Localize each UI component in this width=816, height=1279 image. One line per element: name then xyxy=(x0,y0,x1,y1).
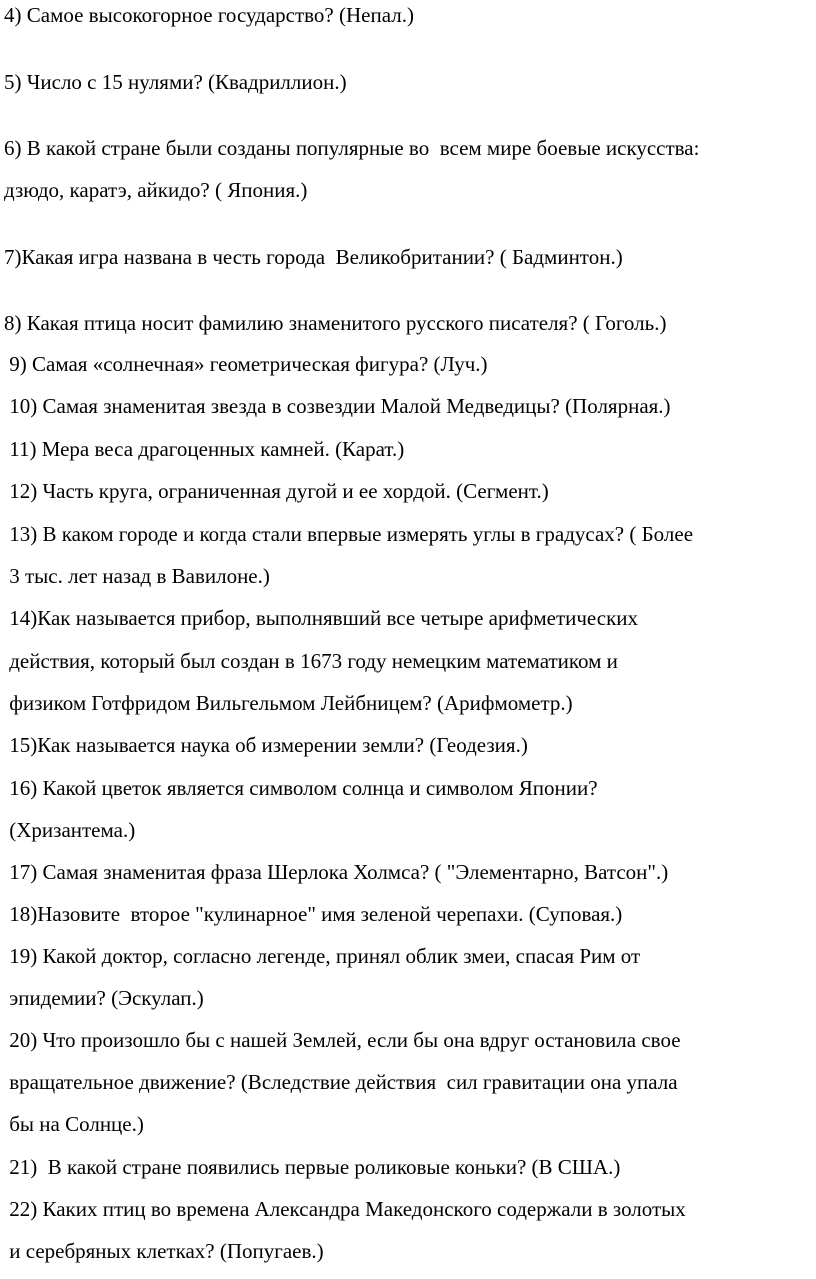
question-20-line-1: 20) Что произошло бы с нашей Землей, если бы она вдруг остановила свое xyxy=(4,1028,681,1052)
question-18: 18)Назовите второе "кулинарное" имя зеленой черепахи. (Суповая.) xyxy=(4,902,623,926)
question-11: 11) Мера веса драгоценных камней. (Карат.) xyxy=(4,437,405,461)
question-22-line-2: и серебряных клетках? (Попугаев.) xyxy=(4,1239,324,1263)
question-13-line-2: 3 тыс. лет назад в Вавилоне.) xyxy=(4,564,270,588)
question-8: 8) Какая птица носит фамилию знаменитого русского писателя? ( Гоголь.) xyxy=(4,311,667,335)
question-19-line-2: эпидемии? (Эскулап.) xyxy=(4,986,204,1010)
question-16-line-2: (Хризантема.) xyxy=(4,818,136,842)
question-16-line-1: 16) Какой цветок является символом солнца и символом Японии? xyxy=(4,776,598,800)
question-6-line-2: дзюдо, каратэ, айкидо? ( Япония.) xyxy=(4,178,308,202)
question-17: 17) Самая знаменитая фраза Шерлока Холмса? ( "Элементарно, Ватсон".) xyxy=(4,860,669,884)
question-22-line-1: 22) Каких птиц во времена Александра Македонского содержали в золотых xyxy=(4,1197,686,1221)
question-9: 9) Самая «солнечная» геометрическая фигура? (Луч.) xyxy=(4,352,488,376)
question-20-line-2: вращательное движение? (Вследствие действия сил гравитации она упала xyxy=(4,1070,678,1094)
question-6-line-1: 6) В какой стране были созданы популярные во всем мире боевые искусства: xyxy=(4,136,700,160)
question-14-line-2: действия, который был создан в 1673 году немецким математиком и xyxy=(4,649,618,673)
question-10: 10) Самая знаменитая звезда в созвездии Малой Медведицы? (Полярная.) xyxy=(4,394,671,418)
question-14-line-1: 14)Как называется прибор, выполнявший все четыре арифметических xyxy=(4,606,639,630)
question-5: 5) Число с 15 нулями? (Квадриллион.) xyxy=(4,70,347,94)
question-12: 12) Часть круга, ограниченная дугой и ее хордой. (Сегмент.) xyxy=(4,479,549,503)
question-7: 7)Какая игра названа в честь города Великобритании? ( Бадминтон.) xyxy=(4,245,623,269)
question-19-line-1: 19) Какой доктор, согласно легенде, принял облик змеи, спасая Рим от xyxy=(4,944,641,968)
question-4: 4) Самое высокогорное государство? (Непал.) xyxy=(4,3,414,27)
question-21: 21) В какой стране появились первые роликовые коньки? (В США.) xyxy=(4,1155,621,1179)
question-20-line-3: бы на Солнце.) xyxy=(4,1112,144,1136)
question-13-line-1: 13) В каком городе и когда стали впервые измерять углы в градусах? ( Более xyxy=(4,522,694,546)
question-15: 15)Как называется наука об измерении земли? (Геодезия.) xyxy=(4,733,528,757)
question-14-line-3: физиком Готфридом Вильгельмом Лейбницем? (Арифмометр.) xyxy=(4,691,573,715)
